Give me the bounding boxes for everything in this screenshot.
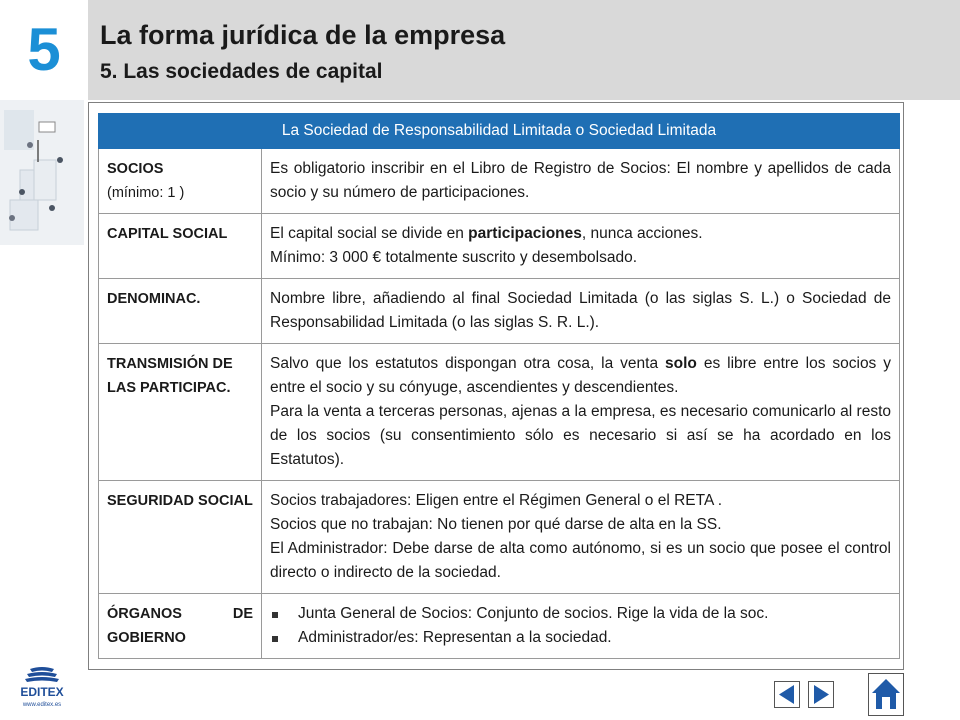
row-label-organos: ÓRGANOS DE GOBIERNO bbox=[99, 594, 262, 659]
next-slide-button[interactable] bbox=[808, 681, 834, 708]
row-label-transmision: TRANSMISIÓN DE LAS PARTICIPAC. bbox=[99, 344, 262, 481]
chapter-box bbox=[0, 0, 88, 100]
page-subtitle: 5. Las sociedades de capital bbox=[100, 60, 383, 83]
row-text-transmision: Salvo que los estatutos dispongan otra cosa, la venta solo es libre entre los socios y entre el socio y su cónyuge, ascendientes y descendientes. Para la venta a terceras personas, ajenas a la empresa, es necesario comunicarlo al resto de los socios (su consentimiento sólo es necesario si así se ha acordado en los Estatutos). bbox=[262, 344, 900, 481]
svg-text:www.editex.es: www.editex.es bbox=[22, 702, 62, 708]
sl-info-table bbox=[98, 113, 900, 659]
row-label-capital: CAPITAL SOCIAL bbox=[99, 214, 262, 279]
row-text-seguridad: Socios trabajadores: Eligen entre el Régimen General o el RETA . Socios que no trabajan: No tienen por qué darse de alta en la SS. El Administrador: Debe darse de alta como autónomo, si es un socio que posee el control directo o indirecto de la sociedad. bbox=[262, 481, 900, 594]
table-row bbox=[99, 344, 900, 481]
bullet-list bbox=[270, 602, 891, 650]
table-row bbox=[99, 279, 900, 344]
row-text-organos bbox=[262, 594, 900, 659]
row-label-denominacion: DENOMINAC. bbox=[99, 279, 262, 344]
bullet-square-icon bbox=[272, 612, 278, 618]
decorative-illustration bbox=[0, 100, 84, 245]
row-text-denominacion: Nombre libre, añadiendo al final Sociedad Limitada (o las siglas S. L.) o Sociedad de Responsabilidad Limitada (o las siglas S. R. L.). bbox=[262, 279, 900, 344]
table-row bbox=[99, 149, 900, 214]
previous-slide-button[interactable] bbox=[774, 681, 800, 708]
table-heading: La Sociedad de Responsabilidad Limitada o Sociedad Limitada bbox=[99, 114, 900, 149]
bullet-square-icon bbox=[272, 636, 278, 642]
list-item: Junta General de Socios: Conjunto de socios. Rige la vida de la soc. bbox=[270, 602, 891, 626]
table-row bbox=[99, 214, 900, 279]
row-label-socios: SOCIOS (mínimo: 1 ) bbox=[99, 149, 262, 214]
home-button[interactable] bbox=[868, 673, 904, 716]
editex-logo bbox=[12, 665, 72, 710]
table-row bbox=[99, 594, 900, 659]
row-label-seguridad: SEGURIDAD SOCIAL bbox=[99, 481, 262, 594]
list-item: Administrador/es: Representan a la sociedad. bbox=[270, 626, 891, 650]
page-title: La forma jurídica de la empresa bbox=[100, 20, 506, 50]
row-text-capital: El capital social se divide en participaciones, nunca acciones. Mínimo: 3 000 € totalmente suscrito y desembolsado. bbox=[262, 214, 900, 279]
row-text-socios: Es obligatorio inscribir en el Libro de Registro de Socios: El nombre y apellidos de cada socio y su número de participaciones. bbox=[262, 149, 900, 214]
table-row bbox=[99, 481, 900, 594]
chapter-number: 5 bbox=[27, 16, 61, 83]
svg-text:EDITEX: EDITEX bbox=[20, 685, 64, 699]
